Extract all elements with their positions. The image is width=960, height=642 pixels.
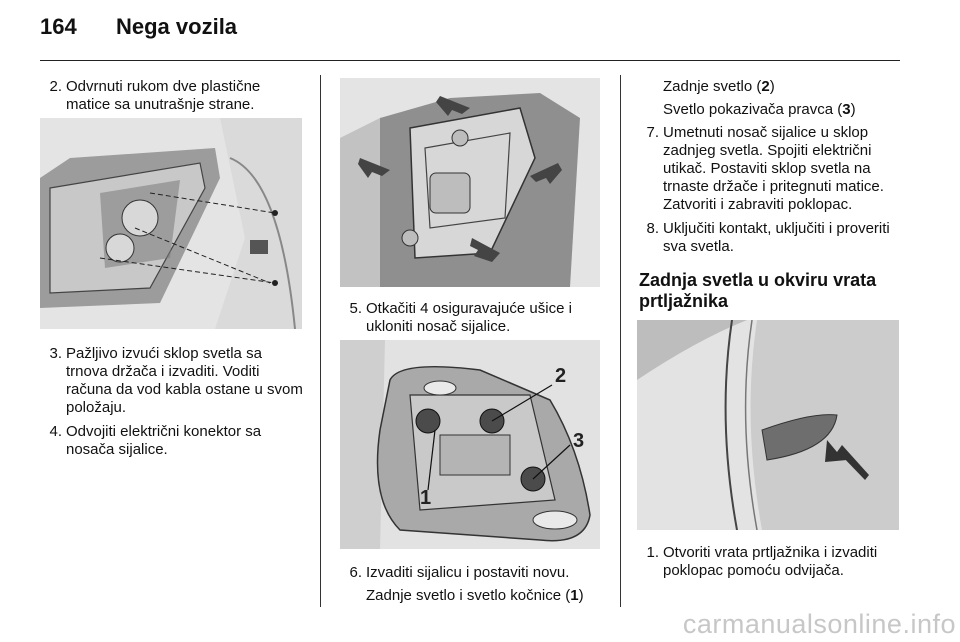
figure-tailgate-cover xyxy=(637,320,899,530)
step-7: 7. Umetnuti nosač sijalice u sklop zadnjeg svetla. Spojiti električni utikač. Postaviti sklop svetla na trnaste držače i pritegnuti matice. Zatvoriti i zabraviti poklopac. xyxy=(646,124,884,213)
watermark: carmanualsonline.info xyxy=(682,609,956,639)
callout-label-1: 1 xyxy=(420,487,432,509)
step-2: 2. Odvrnuti rukom dve plastične matice sa unutrašnje strane. xyxy=(49,78,261,113)
bulb-holder-illustration xyxy=(340,340,600,549)
column-divider-2 xyxy=(620,75,621,607)
callout-label-3: 3 xyxy=(573,430,585,452)
page-number: 164 xyxy=(40,14,77,39)
column-2-step6 xyxy=(342,564,612,605)
column-1 xyxy=(42,78,304,114)
step-8: 8. Uključiti kontakt, uključiti i proveriti sva svetla. xyxy=(646,220,890,255)
step-3: 3. Pažljivo izvući sklop svetla sa trnova držača i izvaditi. Voditi računa da vod kabla ostane u svom položaju. xyxy=(49,345,303,416)
lock-tabs-illustration xyxy=(340,78,600,287)
column-3-lower xyxy=(639,544,905,580)
bulb-note-tail: Zadnje svetlo (2) xyxy=(663,78,775,95)
column-divider-1 xyxy=(320,75,321,607)
step-5: 5. Otkačiti 4 osiguravajuće ušice i ukloniti nosač sijalice. xyxy=(349,300,572,335)
column-1-lower xyxy=(42,345,304,459)
step-4: 4. Odvojiti električni konektor sa nosača sijalice. xyxy=(49,423,262,458)
step-1-tailgate: 1. Otvoriti vrata prtljažnika i izvaditi poklopac pomoću odvijača. xyxy=(646,544,878,579)
callout-label-2: 2 xyxy=(555,365,567,387)
figure-bulb-holder xyxy=(340,340,600,549)
bulb-note-indicator: Svetlo pokazivača pravca (3) xyxy=(663,101,856,118)
header-rule xyxy=(40,60,900,61)
step-6: 6. Izvaditi sijalicu i postaviti novu. xyxy=(349,564,570,581)
tailgate-cover-illustration xyxy=(637,320,899,530)
column-2-step5 xyxy=(342,300,602,336)
page-title: Nega vozila xyxy=(116,14,238,39)
subheading-tailgate-lights: Zadnja svetla u okviru vrata prtljažnika xyxy=(639,270,877,311)
column-3 xyxy=(639,78,905,312)
page-header xyxy=(0,0,960,60)
bulb-note-brake: Zadnje svetlo i svetlo kočnice (1) xyxy=(366,587,584,604)
taillight-nuts-illustration xyxy=(40,118,302,329)
figure-lock-tabs xyxy=(340,78,600,287)
figure-taillight-nuts xyxy=(40,118,302,329)
